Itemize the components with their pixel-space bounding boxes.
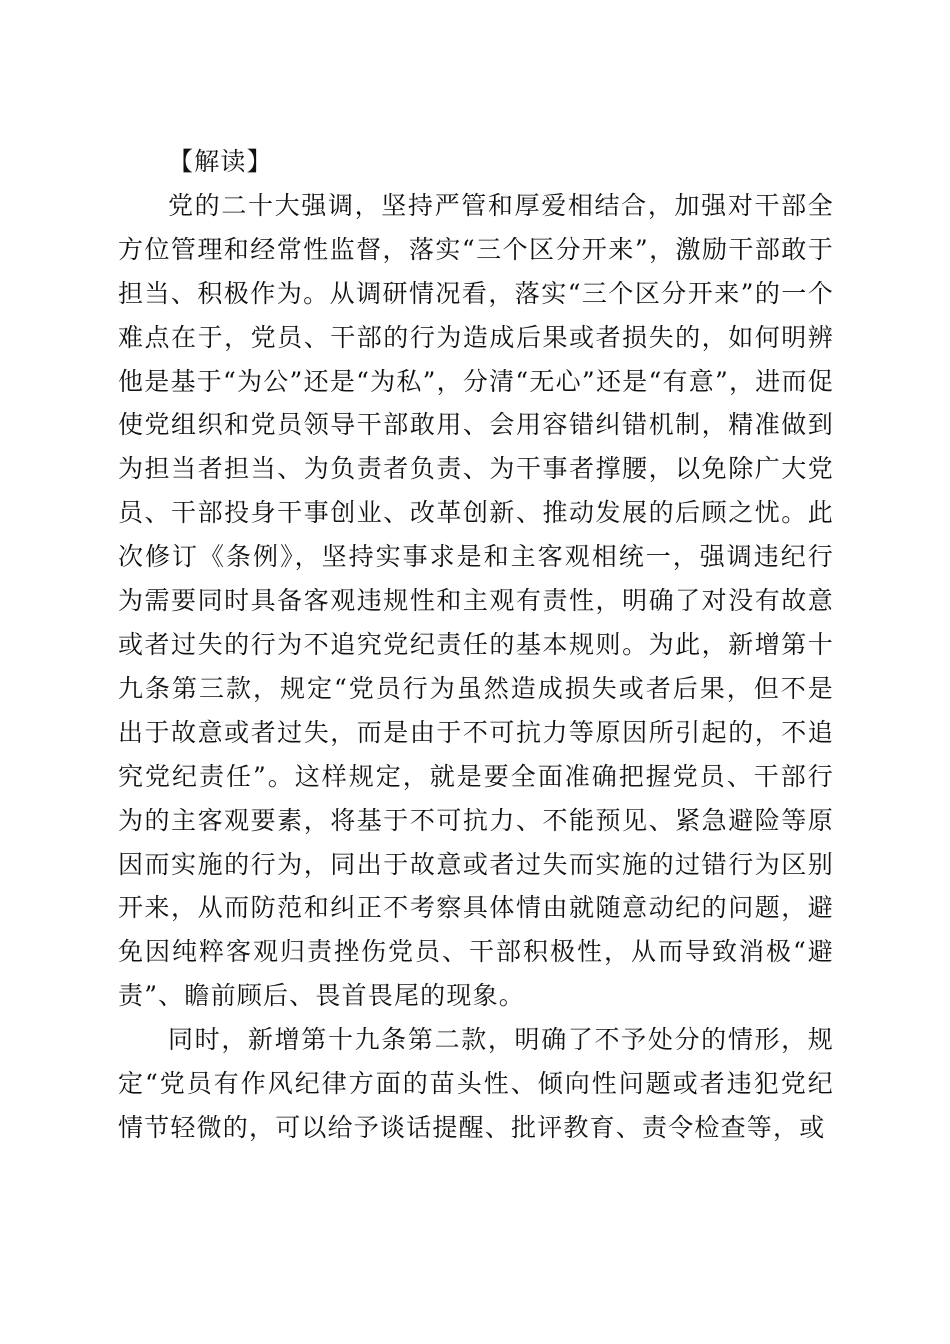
document-body	[118, 140, 834, 1150]
paragraph-1: 党的二十大强调，坚持严管和厚爱相结合，加强对干部全方位管理和经常性监督，落实“三个区分开来”，激励干部敢于担当、积极作为。从调研情况看，落实“三个区分开来”的一个难点在于，党员、干部的行为造成后果或者损失的，如何明辨他是基于“为公”还是“为私”，分清“无心”还是“有意”，进而促使党组织和党员领导干部敢用、会用容错纠错机制，精准做到为担当者担当、为负责者负责、为干事者撑腰，以免除广大党员、干部投身干事创业、改革创新、推动发展的后顾之忧。此次修订《条例》，坚持实事求是和主客观相统一，强调违纪行为需要同时具备客观违规性和主观有责性，明确了对没有故意或者过失的行为不追究党纪责任的基本规则。为此，新增第十九条第三款，规定“党员行为虽然造成损失或者后果，但不是出于故意或者过失，而是由于不可抗力等原因所引起的，不追究党纪责任”。这样规定，就是要全面准确把握党员、干部行为的主客观要素，将基于不可抗力、不能预见、紧急避险等原因而实施的行为，同出于故意或者过失而实施的过错行为区别开来，从而防范和纠正不考察具体情由就随意动纪的问题，避免因纯粹客观归责挫伤党员、干部积极性，从而导致消极“避责”、瞻前顾后、畏首畏尾的现象。	[118, 190, 834, 1011]
section-heading: 【解读】	[168, 147, 273, 176]
paragraph-2: 同时，新增第十九条第二款，明确了不予处分的情形，规定“党员有作风纪律方面的苗头性、倾向性问题或者违犯党纪情节轻微的，可以给予谈话提醒、批评教育、责令检查等，或	[118, 1025, 834, 1142]
